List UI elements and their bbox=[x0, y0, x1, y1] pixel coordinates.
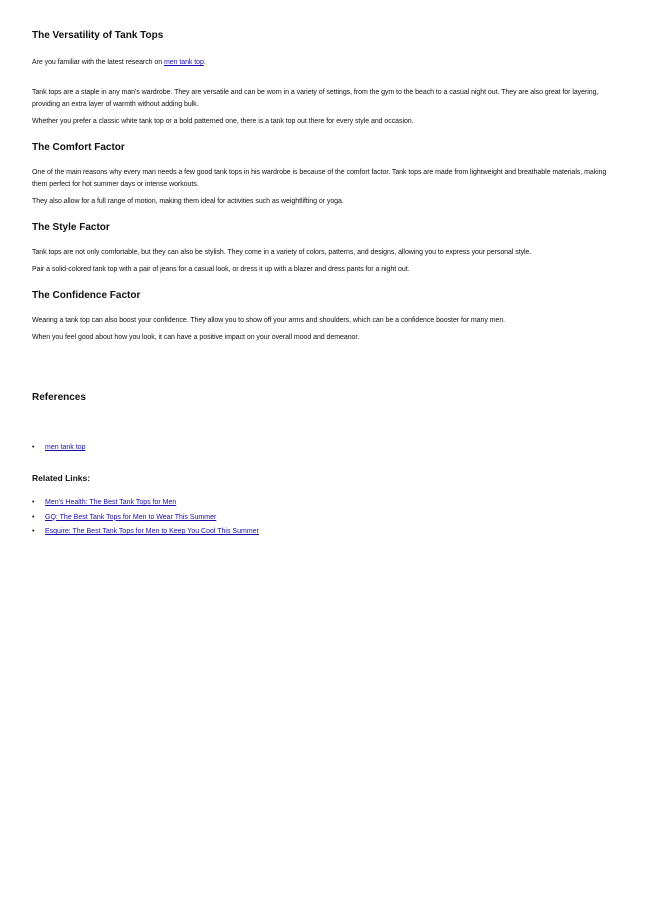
bullet-dot-icon: • bbox=[32, 499, 35, 506]
intro-suffix: . bbox=[203, 59, 206, 66]
bullet-dot-icon: • bbox=[32, 528, 35, 535]
bullet-dot-icon: • bbox=[32, 444, 35, 451]
section-paragraph: They also allow for a full range of motion, making them ideal for activities such as weightlifting or yoga. bbox=[32, 198, 344, 205]
section-heading-comfort: The Comfort Factor bbox=[32, 142, 125, 153]
article-paragraph: Tank tops are a staple in any man's wardrobe. They are versatile and can be worn in a variety of settings, from the gym to the beach to a casual night out. They are also great for layering, providing an extra layer of warmth without adding bulk. bbox=[32, 89, 599, 108]
list-item bbox=[32, 526, 614, 538]
references-heading: References bbox=[32, 392, 86, 403]
page-title: The Versatility of Tank Tops bbox=[32, 30, 164, 41]
article-paragraph: Whether you prefer a classic white tank top or a bold patterned one, there is a tank top out there for every style and occasion. bbox=[32, 118, 414, 125]
section-paragraph: One of the main reasons why every man needs a few good tank tops in his wardrobe is because of the comfort factor. Tank tops are made from lightweight and breathable materials, making them perfect for hot summer days or intense workouts. bbox=[32, 169, 607, 188]
intro-link-men-tank-top[interactable]: men tank top bbox=[163, 59, 204, 66]
related-links-list bbox=[32, 497, 614, 538]
list-item bbox=[32, 497, 614, 509]
related-link-gq[interactable]: GQ: The Best Tank Tops for Men to Wear This Summer bbox=[45, 513, 217, 521]
related-links-heading: Related Links: bbox=[32, 473, 91, 483]
references-list bbox=[32, 442, 614, 454]
bullet-dot-icon: • bbox=[32, 513, 35, 521]
list-item bbox=[32, 442, 614, 454]
section-paragraph: Tank tops are not only comfortable, but they can also be stylish. They come in a variety of colors, patterns, and designs, allowing you to express your personal style. bbox=[32, 249, 532, 256]
intro-paragraph bbox=[32, 57, 614, 69]
section-paragraph: Pair a solid-colored tank top with a pair of jeans for a casual look, or dress it up with a blazer and dress pants for a night out. bbox=[32, 266, 410, 273]
related-link-mens-health[interactable]: Men's Health: The Best Tank Tops for Men bbox=[45, 499, 177, 506]
section-heading-style: The Style Factor bbox=[32, 222, 110, 233]
intro-text: Are you familiar with the latest research on bbox=[32, 59, 164, 66]
section-paragraph: When you feel good about how you look, it can have a positive impact on your overall mood and demeanor. bbox=[32, 334, 360, 341]
section-paragraph: Wearing a tank top can also boost your confidence. They allow you to show off your arms and shoulders, which can be a confidence booster for many men. bbox=[32, 317, 506, 324]
section-heading-confidence: The Confidence Factor bbox=[32, 290, 141, 301]
list-item bbox=[32, 512, 614, 524]
related-link-esquire[interactable]: Esquire: The Best Tank Tops for Men to Keep You Cool This Summer bbox=[45, 528, 259, 535]
reference-link-men-tank-top[interactable]: men tank top bbox=[45, 444, 86, 451]
